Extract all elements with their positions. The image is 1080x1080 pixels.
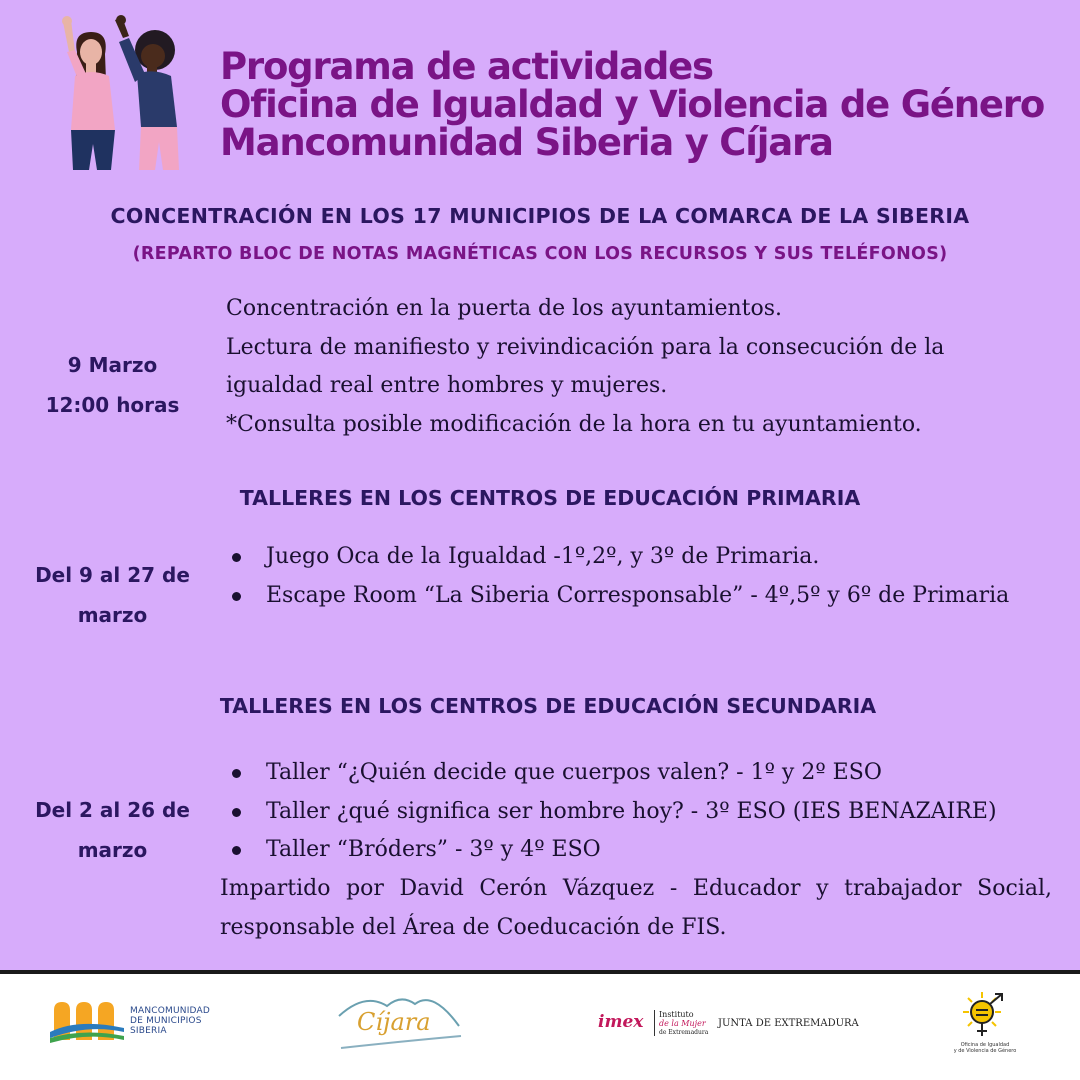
title-line-1: Programa de actividades [220, 45, 713, 88]
oficina-igualdad-logo [952, 990, 1018, 1060]
title-line-2: Oficina de Igualdad y Violencia de Género [220, 83, 1045, 126]
logo-divider [654, 1010, 655, 1036]
gender-equality-icon [960, 990, 1010, 1040]
junta-text: JUNTA DE EXTREMADURA [718, 1018, 859, 1029]
cijara-text: Cíjara [357, 1008, 431, 1036]
list-item: Escape Room “La Siberia Corresponsable” - 4º,5º y 6º de Primaria [220, 577, 1052, 616]
mancomunidad-text: MANCOMUNIDAD [130, 1006, 211, 1016]
instituto-text: de la Mujer [659, 1019, 706, 1028]
section1-date-day: 9 Marzo [67, 353, 158, 377]
footer-logos [0, 970, 1080, 1080]
mancomunidad-text: SIBERIA [130, 1026, 167, 1036]
list-item: Taller “¿Quién decide que cuerpos valen? - 1º y 2º ESO [220, 754, 1052, 793]
section2-date-month: marzo [77, 603, 148, 627]
section3-date-month: marzo [77, 838, 148, 862]
instituto-text: Instituto [659, 1010, 694, 1019]
section1-line: Lectura de manifiesto y reivindicación para la consecución de la [226, 334, 945, 360]
list-item: Taller ¿qué significa ser hombre hoy? - 3º ESO (IES BENAZAIRE) [220, 793, 1052, 832]
section1-line: igualdad real entre hombres y mujeres. [226, 373, 668, 398]
section1-date [20, 345, 205, 425]
section3-date [20, 790, 205, 870]
oficina-text: Oficina de Igualdad [960, 1042, 1010, 1048]
mancomunidad-text: DE MUNICIPIOS [130, 1016, 202, 1026]
mancomunidad-m-icon [48, 996, 126, 1046]
mancomunidad-logo [48, 996, 218, 1046]
instituto-text: de Extremadura [659, 1029, 709, 1036]
section2-date [20, 555, 205, 635]
section1-description [226, 290, 1056, 444]
cijara-logo [335, 986, 465, 1056]
section1-subheading: (REPARTO BLOC DE NOTAS MAGNÉTICAS CON LOS RECURSOS Y SUS TELÉFONOS) [132, 244, 948, 264]
imex-text: imex [598, 1012, 644, 1032]
title-line-3: Mancomunidad Siberia y Cíjara [220, 121, 833, 164]
section1-heading: CONCENTRACIÓN EN LOS 17 MUNICIPIOS DE LA COMARCA DE LA SIBERIA [110, 204, 970, 228]
section3-note: Impartido por David Cerón Vázquez - Educador y trabajador Social, responsable del Área de Coeducación de FIS. [220, 876, 1052, 940]
section2-heading: TALLERES EN LOS CENTROS DE EDUCACIÓN PRIMARIA [239, 486, 861, 510]
oficina-text: y de Violencia de Género [953, 1048, 1017, 1054]
section2-date-range: Del 9 al 27 de [35, 563, 190, 587]
imex-junta-logo [598, 1010, 859, 1040]
section3-heading: TALLERES EN LOS CENTROS DE EDUCACIÓN SECUNDARIA [219, 694, 877, 718]
section1-line: Concentración en la puerta de los ayuntamientos. [226, 296, 783, 321]
title-block [220, 45, 1060, 164]
women-raised-fists-illustration [45, 12, 205, 172]
section2-list [220, 538, 1052, 615]
section3-list [220, 754, 1052, 870]
section3-date-range: Del 2 al 26 de [35, 798, 190, 822]
list-item: Juego Oca de la Igualdad -1º,2º, y 3º de Primaria. [220, 538, 1052, 577]
section1-line: *Consulta posible modificación de la hora en tu ayuntamiento. [226, 411, 922, 437]
list-item: Taller “Bróders” - 3º y 4º ESO [220, 831, 1052, 870]
section1-date-time: 12:00 horas [45, 393, 180, 417]
